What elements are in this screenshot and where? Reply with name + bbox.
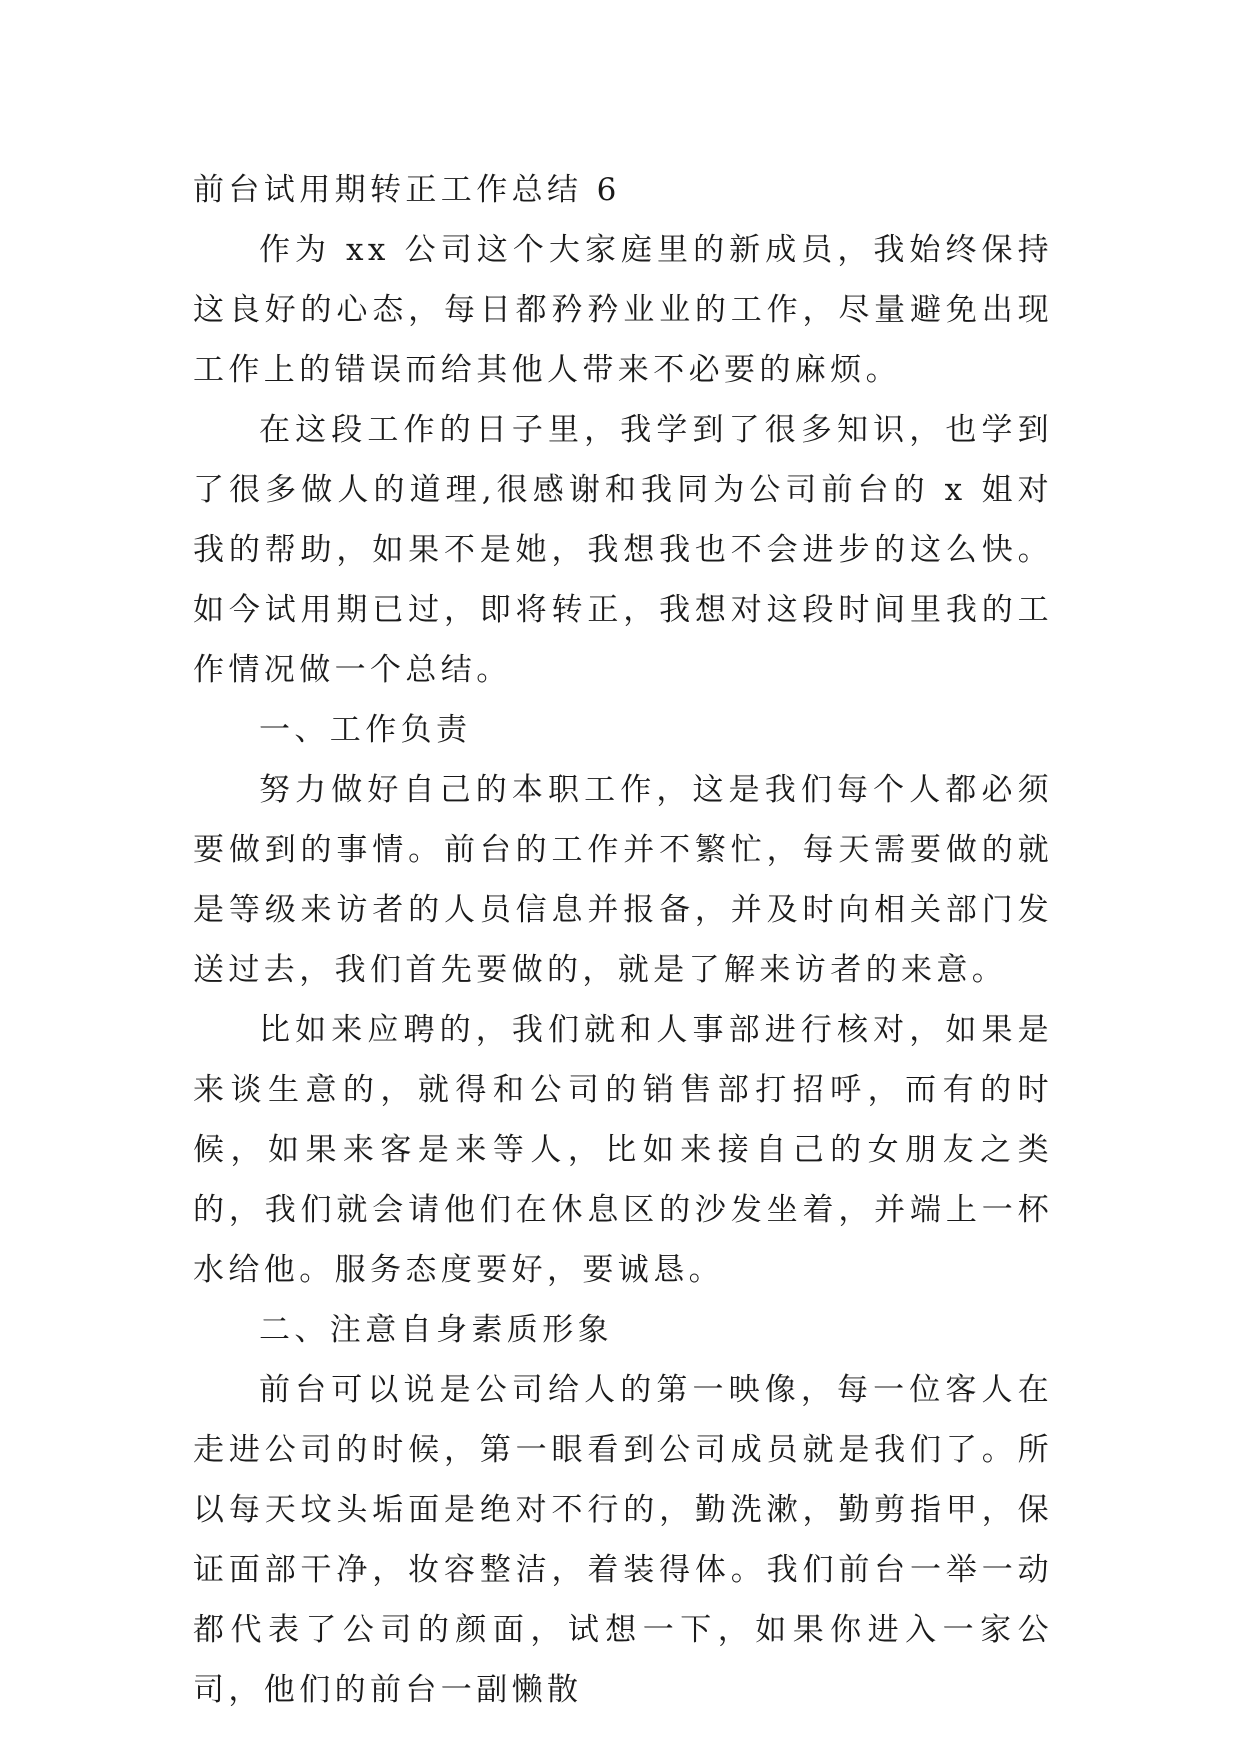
document-body <box>193 160 1053 1720</box>
section-heading-work-responsibility: 一、工作负责 <box>259 712 472 748</box>
paragraph-visitor-handling: 比如来应聘的，我们就和人事部进行核对，如果是来谈生意的，就得和公司的销售部打招呼，而有的时候，如果来客是来等人，比如来接自己的女朋友之类的，我们就会请他们在休息区的沙发坐着，并端上一杯水给他。服务态度要好，要诚恳。 <box>193 1012 1053 1288</box>
document-title: 前台试用期转正工作总结 6 <box>193 172 621 208</box>
paragraph-duties: 努力做好自己的本职工作，这是我们每个人都必须要做到的事情。前台的工作并不繁忙，每天需要做的就是等级来访者的人员信息并报备，并及时向相关部门发送过去，我们首先要做的，就是了解来访者的来意。 <box>193 772 1053 988</box>
paragraph-first-impression: 前台可以说是公司给人的第一映像，每一位客人在走进公司的时候，第一眼看到公司成员就是我们了。所以每天坟头垢面是绝对不行的，勤洗漱，勤剪指甲，保证面部干净，妆容整洁，着装得体。我们前台一举一动都代表了公司的颜面，试想一下，如果你进入一家公司，他们的前台一副懒散 <box>193 1372 1053 1708</box>
paragraph-intro: 作为 xx 公司这个大家庭里的新成员，我始终保持这良好的心态，每日都矜矜业业的工作，尽量避免出现工作上的错误而给其他人带来不必要的麻烦。 <box>193 232 1053 388</box>
section-heading-self-image: 二、注意自身素质形象 <box>259 1312 613 1348</box>
paragraph-learning: 在这段工作的日子里，我学到了很多知识，也学到了很多做人的道理,很感谢和我同为公司前台的 x 姐对我的帮助，如果不是她，我想我也不会进步的这么快。如今试用期已过，即将转正，我想对这段时间里我的工作情况做一个总结。 <box>193 412 1053 688</box>
